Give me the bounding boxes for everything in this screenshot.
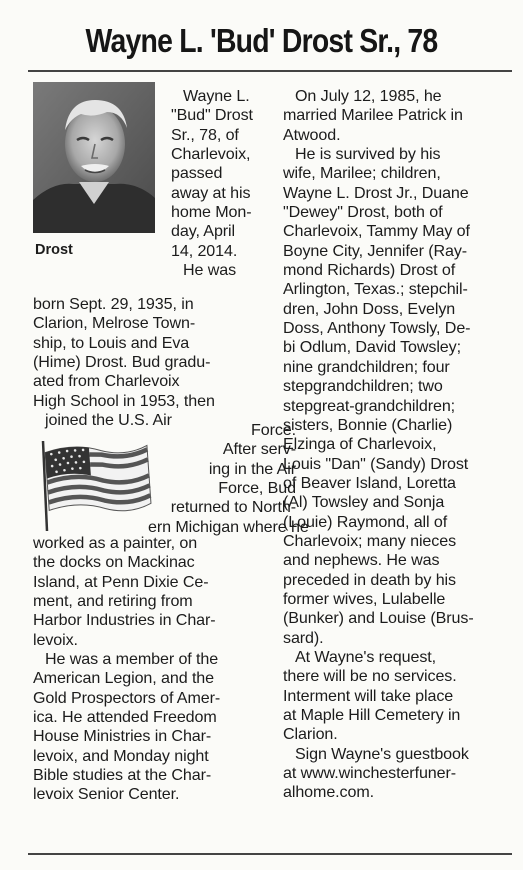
- text-line: away at his: [171, 183, 251, 202]
- text-line: Wayne L.: [183, 87, 250, 105]
- text-line: alhome.com.: [283, 783, 375, 802]
- text-line: dren, John Doss, Evelyn: [283, 299, 456, 318]
- text-line: House Ministries in Char-: [33, 727, 212, 746]
- american-flag-icon: [37, 437, 153, 533]
- text-line: Clarion.: [283, 725, 338, 744]
- text-line: ica. He attended Freedom: [33, 708, 217, 727]
- text-line: of Beaver Island, Loretta: [283, 473, 456, 492]
- text-line: mond Richards) Drost of: [283, 261, 456, 280]
- text-line: ship, to Louis and Eva: [33, 333, 190, 352]
- text-line: stepgrandchildren; two: [283, 377, 443, 396]
- text-line: 14, 2014.: [171, 241, 238, 260]
- text-line: sard).: [283, 628, 324, 647]
- text-line: (Bunker) and Louise (Brus-: [283, 609, 474, 628]
- text-line: Force.: [250, 421, 296, 439]
- obituary-column-left-top: [171, 87, 253, 280]
- text-line: Charlevoix, Tammy May of: [283, 222, 470, 241]
- text-line: passed: [171, 164, 223, 183]
- text-line: levoix Senior Center.: [33, 785, 180, 804]
- text-line: former wives, Lulabelle: [283, 589, 446, 608]
- text-line: Louis "Dan" (Sandy) Drost: [283, 454, 469, 473]
- text-line: Elzinga of Charlevoix,: [283, 435, 437, 454]
- text-line: ated from Charlevoix: [33, 372, 180, 391]
- text-line: levoix.: [33, 630, 78, 649]
- text-line: "Dewey" Drost, both of: [283, 203, 443, 222]
- text-line: At Wayne's request,: [295, 647, 437, 666]
- text-line: (Louie) Raymond, all of: [283, 512, 448, 531]
- text-line: ern Michigan where he: [148, 517, 309, 536]
- text-line: worked as a painter, on: [33, 534, 198, 552]
- top-rule: [28, 70, 512, 72]
- text-line: joined the U.S. Air: [45, 411, 172, 430]
- text-line: Boyne City, Jennifer (Ray-: [283, 241, 468, 260]
- obituary-column-right: [283, 87, 474, 803]
- text-line: "Bud" Drost: [171, 106, 253, 125]
- text-line: After serv-: [222, 440, 296, 459]
- text-line: He was: [183, 261, 237, 280]
- text-line: stepgreat-grandchildren;: [283, 396, 456, 415]
- text-line: born Sept. 29, 1935, in: [33, 295, 194, 313]
- text-line: (Hime) Drost. Bud gradu-: [33, 353, 211, 372]
- portrait-photo: [33, 82, 155, 233]
- text-line: Atwood.: [283, 125, 341, 144]
- text-line: there will be no services.: [283, 667, 457, 686]
- text-line: the docks on Mackinac: [33, 553, 195, 572]
- text-line: nine grandchildren; four: [283, 357, 450, 376]
- text-line: Force, Bud: [218, 479, 296, 498]
- text-line: ment, and retiring from: [33, 592, 193, 611]
- text-line: Charlevoix,: [171, 145, 251, 164]
- text-line: married Marilee Patrick in: [283, 106, 463, 125]
- text-line: Sr., 78, of: [171, 125, 239, 144]
- text-line: He was a member of the: [45, 650, 219, 669]
- text-line: and nephews. He was: [283, 551, 440, 570]
- text-line: returned to North-: [170, 498, 296, 517]
- text-line: Island, at Penn Dixie Ce-: [33, 572, 209, 591]
- text-line: Gold Prospectors of Amer-: [33, 688, 221, 707]
- text-line: day, April: [171, 222, 236, 241]
- text-line: Sign Wayne's guestbook: [295, 744, 469, 763]
- text-line: Interment will take place: [283, 686, 454, 705]
- text-line: at www.winchesterfuner-: [283, 764, 457, 783]
- photo-caption: Drost: [35, 242, 73, 258]
- text-line: Charlevoix; many nieces: [283, 531, 457, 550]
- text-line: Clarion, Melrose Town-: [33, 314, 196, 333]
- text-line: High School in 1953, then: [33, 391, 215, 410]
- text-line: sisters, Bonnie (Charlie): [283, 415, 453, 434]
- text-line: On July 12, 1985, he: [295, 87, 442, 105]
- text-line: He is survived by his: [295, 145, 441, 164]
- text-line: home Mon-: [171, 203, 252, 222]
- obituary-column-left-flag-wrap: [148, 421, 309, 537]
- text-line: levoix, and Monday night: [33, 746, 209, 765]
- text-line: Bible studies at the Char-: [33, 766, 212, 785]
- obituary-column-left-bottom: [33, 534, 220, 805]
- text-line: Harbor Industries in Char-: [33, 611, 216, 630]
- text-line: preceded in death by his: [283, 570, 456, 589]
- text-line: ing in the Air: [208, 459, 296, 478]
- text-line: wife, Marilee; children,: [283, 164, 441, 183]
- text-line: Arlington, Texas.; stepchil-: [283, 280, 468, 299]
- text-line: bi Odlum, David Towsley;: [283, 338, 461, 357]
- text-line: American Legion, and the: [33, 669, 215, 688]
- text-line: Wayne L. Drost Jr., Duane: [283, 183, 469, 202]
- text-line: Doss, Anthony Towsly, De-: [283, 319, 471, 338]
- text-line: (Al) Towsley and Sonja: [283, 493, 445, 512]
- bottom-rule: [28, 853, 512, 855]
- text-line: at Maple Hill Cemetery in: [283, 706, 461, 724]
- headline: Wayne L. 'Bud' Drost Sr., 78: [85, 22, 438, 59]
- obituary-column-left-middle: [33, 295, 215, 430]
